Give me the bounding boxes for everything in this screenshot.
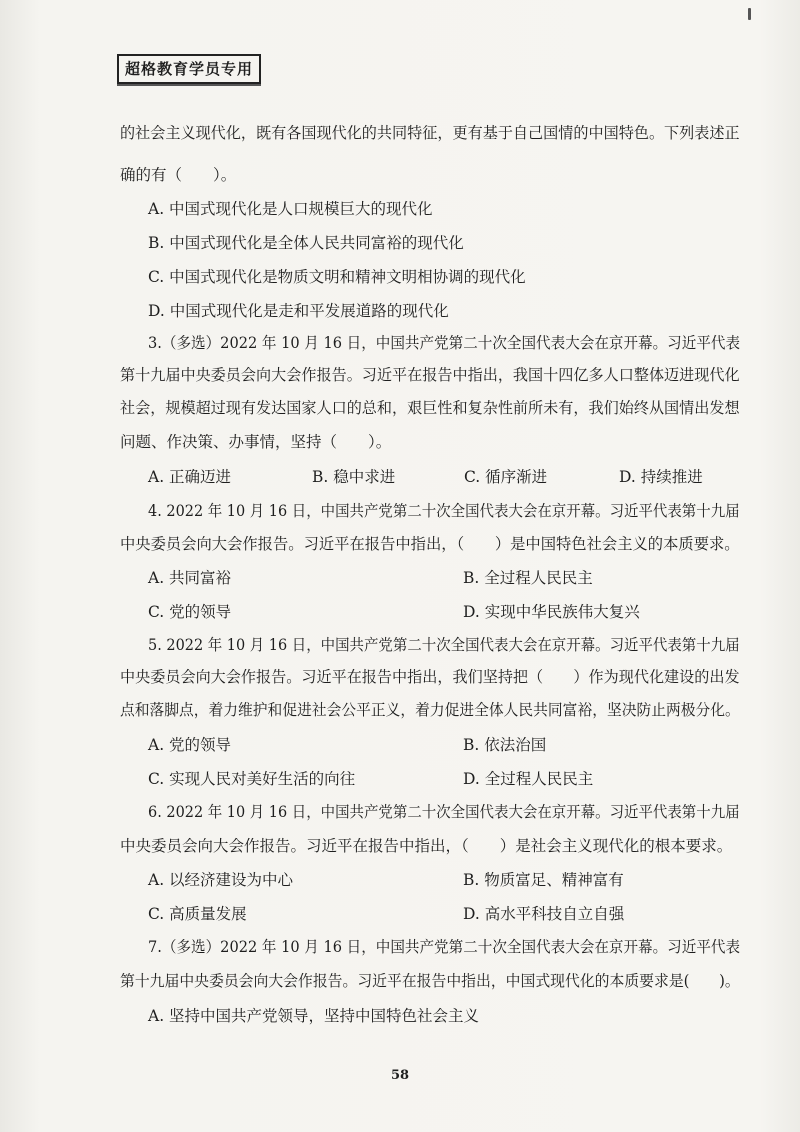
q5-option-b: B. 依法治国 — [463, 736, 547, 754]
q2-option-c: C. 中国式现代化是物质文明和精神文明相协调的现代化 — [148, 268, 526, 286]
q4-option-d: D. 实现中华民族伟大复兴 — [463, 603, 640, 621]
q4-option-c: C. 党的领导 — [148, 603, 232, 621]
intro-line-2: 确的有（ ）。 — [120, 166, 237, 184]
header-stamp: 超格教育学员专用 — [117, 54, 261, 84]
q7-option-a: A. 坚持中国共产党领导，坚持中国特色社会主义 — [148, 1007, 480, 1025]
q6-option-a: A. 以经济建设为中心 — [148, 871, 294, 889]
q6-option-d: D. 高水平科技自立自强 — [463, 905, 625, 923]
q2-option-b: B. 中国式现代化是全体人民共同富裕的现代化 — [148, 234, 464, 252]
q5-line-2: 中央委员会向大会作报告。习近平在报告中指出，我们坚持把（ ）作为现代化建设的出发 — [120, 668, 740, 686]
q4-line-2: 中央委员会向大会作报告。习近平在报告中指出，（ ）是中国特色社会主义的本质要求。 — [120, 535, 740, 553]
q7-line-2: 第十九届中央委员会向大会作报告。习近平在报告中指出，中国式现代化的本质要求是( )。 — [120, 972, 740, 990]
q2-option-a: A. 中国式现代化是人口规模巨大的现代化 — [148, 200, 433, 218]
q6-line-2: 中央委员会向大会作报告。习近平在报告中指出，（ ）是社会主义现代化的根本要求。 — [120, 837, 733, 855]
q2-option-d: D. 中国式现代化是走和平发展道路的现代化 — [148, 302, 449, 320]
q3-option-d: D. 持续推进 — [619, 468, 703, 486]
q3-option-c: C. 循序渐进 — [464, 468, 548, 486]
q5-option-a: A. 党的领导 — [148, 736, 232, 754]
q5-option-c: C. 实现人民对美好生活的向往 — [148, 770, 356, 788]
q6-line-1: 6. 2022 年 10 月 16 日，中国共产党第二十次全国代表大会在京开幕。习近平代表第十九届 — [148, 803, 740, 821]
q5-option-d: D. 全过程人民民主 — [463, 770, 594, 788]
q3-line-1: 3.（多选）2022 年 10 月 16 日，中国共产党第二十次全国代表大会在京开幕。习近平代表 — [148, 334, 741, 352]
q3-line-3: 社会，规模超过现有发达国家人口的总和，艰巨性和复杂性前所未有，我们始终从国情出发想 — [120, 399, 740, 417]
q3-option-b: B. 稳中求进 — [312, 468, 396, 486]
q3-line-2: 第十九届中央委员会向大会作报告。习近平在报告中指出，我国十四亿多人口整体迈进现代化 — [120, 366, 740, 384]
q3-option-a: A. 正确迈进 — [148, 468, 232, 486]
q3-line-4: 问题、作决策、办事情，坚持（ ）。 — [120, 433, 392, 451]
q6-option-b: B. 物质富足、精神富有 — [463, 871, 624, 889]
q5-line-1: 5. 2022 年 10 月 16 日，中国共产党第二十次全国代表大会在京开幕。习近平代表第十九届 — [148, 636, 740, 654]
scan-mark — [748, 8, 751, 20]
page-number: 58 — [390, 1068, 410, 1083]
intro-line-1: 的社会主义现代化，既有各国现代化的共同特征，更有基于自己国情的中国特色。下列表述正 — [120, 124, 740, 142]
q6-option-c: C. 高质量发展 — [148, 905, 247, 923]
q5-line-3: 点和落脚点，着力维护和促进社会公平正义，着力促进全体人民共同富裕，坚决防止两极分化。 — [120, 701, 740, 719]
q4-option-b: B. 全过程人民民主 — [463, 569, 593, 587]
q4-option-a: A. 共同富裕 — [148, 569, 232, 587]
q7-line-1: 7.（多选）2022 年 10 月 16 日，中国共产党第二十次全国代表大会在京开幕。习近平代表 — [148, 938, 741, 956]
q4-line-1: 4. 2022 年 10 月 16 日，中国共产党第二十次全国代表大会在京开幕。习近平代表第十九届 — [148, 502, 740, 520]
